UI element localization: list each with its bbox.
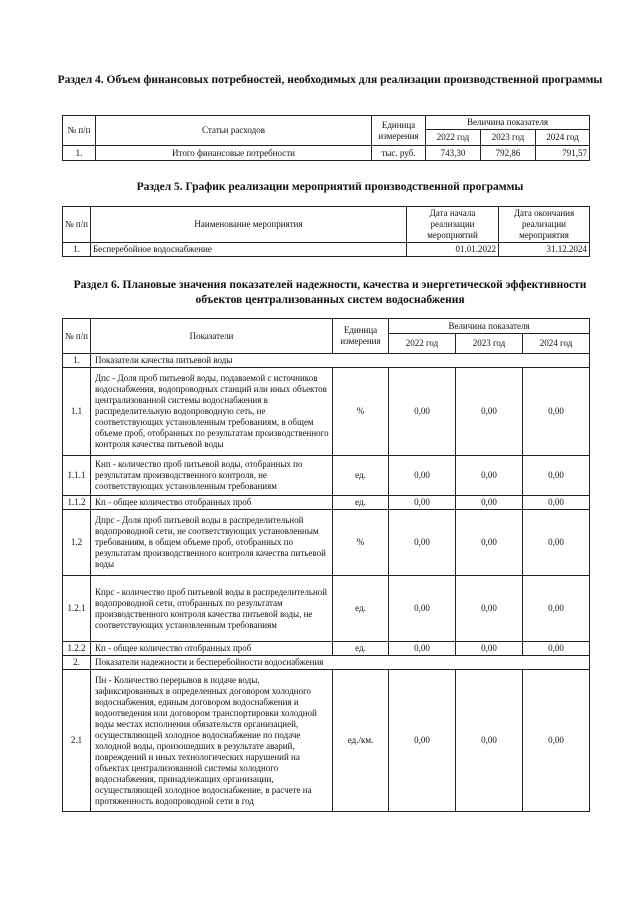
row-num: 1.: [63, 243, 91, 257]
row-value-2024: 0,00: [523, 496, 590, 510]
table-row: [63, 670, 590, 812]
row-value-2024: 0,00: [523, 670, 590, 812]
row-value-2023: 0,00: [456, 496, 523, 510]
indicators-table: [62, 318, 590, 812]
col-num-header: № п/п: [63, 116, 96, 146]
row-num: 2.: [63, 656, 91, 670]
row-name: Бесперебойное водоснабжение: [91, 243, 407, 257]
table-row: [63, 510, 590, 576]
year-2023-header: 2023 год: [456, 334, 523, 354]
row-value-2023: 0,00: [456, 670, 523, 812]
row-value-2022: 0,00: [389, 456, 456, 496]
year-2024-header: 2024 год: [536, 130, 590, 146]
row-unit: ед.: [333, 642, 389, 656]
col-end-header: Дата окончания реализации мероприятия: [499, 207, 590, 243]
table-row: [63, 496, 590, 510]
row-indicator: Кпрс - количество проб питьевой воды в распределительной водопроводной сети, отобранных по результатам производственного контроля качества питьевой воды, не соответствующих установленным требованиям: [91, 576, 333, 642]
year-2023-header: 2023 год: [481, 130, 536, 146]
col-name-header: Наименование мероприятия: [91, 207, 407, 243]
section6-title: Раздел 6. Плановые значения показателей надежности, качества и энергетической эффективности объектов централизованных систем водоснабжения: [73, 279, 587, 306]
row-value-2022: 743,30: [426, 146, 481, 161]
row-num: 1.2.1: [63, 576, 91, 642]
row-unit: ед.: [333, 576, 389, 642]
group-row: [63, 656, 590, 670]
row-value-2024: 791,57: [536, 146, 590, 161]
row-num: 2.1: [63, 670, 91, 812]
col-start-header: Дата начала реализации мероприятий: [407, 207, 499, 243]
row-indicator: Кп - общее количество отобранных проб: [91, 496, 333, 510]
row-value-2024: 0,00: [523, 510, 590, 576]
section4-title: Раздел 4. Объем финансовых потребностей, необходимых для реализации производственной программы: [57, 74, 603, 86]
value-group-header: Величина показателя: [426, 116, 590, 130]
year-2024-header: 2024 год: [523, 334, 590, 354]
group-title: Показатели качества питьевой воды: [91, 354, 590, 368]
year-2022-header: 2022 год: [389, 334, 456, 354]
row-unit: %: [333, 510, 389, 576]
row-num: 1.2.2: [63, 642, 91, 656]
row-num: 1.1.2: [63, 496, 91, 510]
row-value-2024: 0,00: [523, 456, 590, 496]
row-num: 1.2: [63, 510, 91, 576]
schedule-table: [62, 206, 590, 257]
section5-title: Раздел 5. График реализации мероприятий производственной программы: [136, 181, 524, 193]
col-num-header: № п/п: [63, 319, 91, 354]
row-start-date: 01.01.2022: [407, 243, 499, 257]
row-value-2022: 0,00: [389, 576, 456, 642]
row-value-2023: 0,00: [456, 368, 523, 456]
row-item: Итого финансовые потребности: [96, 146, 372, 161]
col-unit-header: Единица измерения: [372, 116, 426, 146]
col-num-header: № п/п: [63, 207, 91, 243]
row-value-2023: 0,00: [456, 576, 523, 642]
row-value-2022: 0,00: [389, 496, 456, 510]
value-group-header: Величина показателя: [389, 319, 590, 334]
table-row: [63, 576, 590, 642]
row-indicator: Кнп - количество проб питьевой воды, отобранных по результатам производственного контроля, не соответствующих установленным требованиям: [91, 456, 333, 496]
group-title: Показатели надежности и бесперебойности водоснабжения: [91, 656, 590, 670]
row-num: 1.1: [63, 368, 91, 456]
col-item-header: Статьи расходов: [96, 116, 372, 146]
row-unit: тыс. руб.: [372, 146, 426, 161]
row-value-2024: 0,00: [523, 368, 590, 456]
row-value-2022: 0,00: [389, 510, 456, 576]
row-end-date: 31.12.2024: [499, 243, 590, 257]
row-value-2022: 0,00: [389, 642, 456, 656]
row-num: 1.: [63, 354, 91, 368]
row-value-2023: 792,86: [481, 146, 536, 161]
row-value-2023: 0,00: [456, 642, 523, 656]
table-row: [63, 456, 590, 496]
col-unit-header: Единица измерения: [333, 319, 389, 354]
row-value-2023: 0,00: [456, 456, 523, 496]
row-unit: ед./км.: [333, 670, 389, 812]
row-indicator: Дпс - Доля проб питьевой воды, подаваемой с источников водоснабжения, водопроводных станций или иных объектов централизованной системы водоснабжения в распределительную водопроводную сеть, не соответствующих установленным требованиям, в общем объеме проб, отобранных по результатам производственного контроля качества питьевой воды: [91, 368, 333, 456]
row-value-2022: 0,00: [389, 670, 456, 812]
row-indicator: Дпрс - Доля проб питьевой воды в распределительной водопроводной сети, не соответствующих установленным требованиям, в общем объеме проб, отобранных по результатам производственного контроля качества питьевой воды: [91, 510, 333, 576]
group-row: [63, 354, 590, 368]
col-indicator-header: Показатели: [91, 319, 333, 354]
row-indicator: Пн - Количество перерывов в подаче воды, зафиксированных в определенных договором холодного водоснабжения, единым договором водоснабжения и водоотведения или договором транспортировки холодной воды местах исполнения обязательств организацией, осуществляющей холодное водоснабжение по подаче холодной воды, произошедших в результате аварий, повреждений и иных технологических нарушений на объектах централизованной системы холодного водоснабжения, принадлежащих организации, осуществляющей холодное водоснабжение, в расчете на протяженность водопроводной сети в год: [91, 670, 333, 812]
row-unit: ед.: [333, 496, 389, 510]
row-value-2022: 0,00: [389, 368, 456, 456]
row-num: 1.: [63, 146, 96, 161]
row-value-2023: 0,00: [456, 510, 523, 576]
table-row: [63, 368, 590, 456]
row-value-2024: 0,00: [523, 576, 590, 642]
row-value-2024: 0,00: [523, 642, 590, 656]
row-indicator: Кп - общее количество отобранных проб: [91, 642, 333, 656]
row-unit: ед.: [333, 456, 389, 496]
row-unit: %: [333, 368, 389, 456]
table-row: [63, 146, 590, 161]
financial-needs-table: [62, 115, 590, 161]
table-row: [63, 243, 590, 257]
table-row: [63, 642, 590, 656]
row-num: 1.1.1: [63, 456, 91, 496]
year-2022-header: 2022 год: [426, 130, 481, 146]
